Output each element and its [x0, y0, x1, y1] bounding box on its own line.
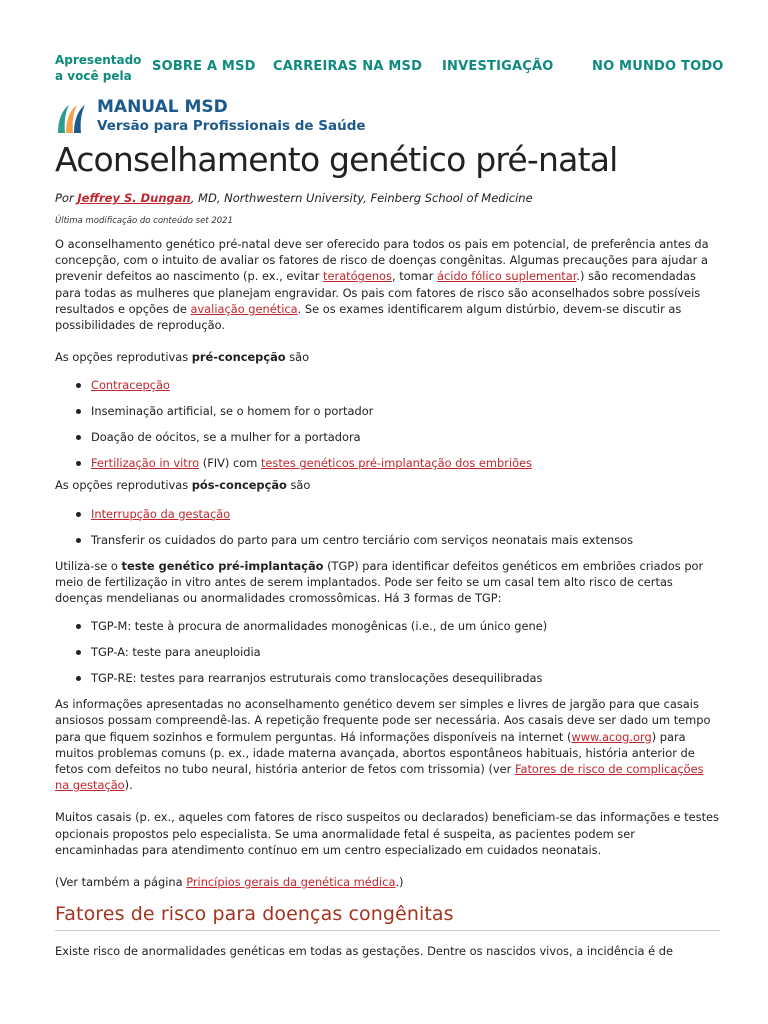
list-item: TGP-RE: testes para rearranjos estruturais como translocações desequilibradas	[55, 670, 720, 686]
byline	[55, 191, 533, 205]
brand-subtitle: Versão para Profissionais de Saúde	[97, 118, 366, 134]
see-also-text-1: (Ver também a página	[55, 875, 187, 890]
intro-text-4: . Se os exames identificarem algum distúrbio, devem-se discutir as possibilidades de reprodução.	[55, 301, 682, 333]
intro-text-2: , tomar	[391, 269, 438, 284]
link-testes-geneticos[interactable]: testes genéticos pré-implantação dos embriões	[260, 456, 533, 471]
msd-logo-icon	[55, 99, 91, 135]
tgp-paragraph	[55, 558, 720, 607]
list-item	[55, 455, 720, 471]
link-contracepcao[interactable]: Contracepção	[91, 378, 170, 393]
article-body	[55, 236, 720, 976]
nav-link-sobre[interactable]: SOBRE A MSD	[152, 59, 256, 74]
link-avaliacao-genetica[interactable]: avaliação genética	[190, 301, 298, 316]
nav-link-mundo[interactable]: NO MUNDO TODO	[592, 59, 724, 74]
link-fatores-risco[interactable]: Fatores de risco de complicações na gestação	[55, 762, 704, 793]
pos-label-text-2: são	[286, 478, 311, 493]
list-item-text: (FIV) com	[199, 456, 261, 471]
intro-text-3: .) são recomendadas para todas as mulheres que planejam engravidar. Os pais com fatores de risco são aconselhados sobre possíveis resultados e opções de	[55, 269, 701, 316]
list-item: Transferir os cuidados do parto para um centro terciário com serviços neonatais mais extensos	[55, 532, 720, 548]
section-paragraph: Existe risco de anormalidades genéticas em todas as gestações. Dentre os nascidos vivos, a incidência é de	[55, 944, 673, 959]
tgp-text-1: Utiliza-se o	[55, 558, 122, 573]
post-conception-list	[55, 506, 720, 548]
list-item	[55, 377, 720, 393]
pos-label-text-1: As opções reprodutivas	[55, 478, 192, 493]
brand-name: MANUAL MSD	[97, 97, 228, 117]
presented-by-label: Apresentado a você pela	[55, 53, 142, 83]
pre-conception-label	[55, 349, 720, 365]
list-item: Doação de oócitos, se a mulher for a portadora	[55, 429, 720, 445]
byline-affiliation: , MD, Northwestern University, Feinberg School of Medicine	[190, 191, 533, 205]
link-principios[interactable]: Princípios gerais da genética médica	[186, 875, 396, 890]
link-acido-folico[interactable]: ácido fólico suplementar	[437, 269, 577, 284]
page-title: Aconselhamento genético pré-natal	[55, 140, 618, 179]
list-item	[55, 506, 720, 522]
list-item: TGP-A: teste para aneuploidia	[55, 644, 720, 660]
list-item: TGP-M: teste à procura de anormalidades monogênicas (i.e., de um único gene)	[55, 618, 720, 634]
link-fertilizacao[interactable]: Fertilização in vitro	[91, 456, 200, 471]
pre-conception-list	[55, 377, 720, 471]
last-updated: Última modificação do conteúdo set 2021	[55, 216, 233, 226]
tgp-text-2: (TGP) para identificar defeitos genéticos em embriões criados por meio de fertilização in vitro antes de serem implantados. Pode ser feito se um casal tem alto risco de certas doenças mendelianas ou anormalidades cromossômicas. Há 3 formas de TGP:	[55, 558, 704, 606]
info-text-3: ).	[124, 778, 133, 793]
list-item: Inseminação artificial, se o homem for o portador	[55, 403, 720, 419]
info-text-1: As informações apresentadas no aconselhamento genético devem ser simples e livres de jargão para que casais ansiosos possam compreendê-las. A repetição frequente pode ser necessária. Aos casais deve ser dado um tempo para que fiquem sozinhos e formulem perguntas. Há informações disponíveis na internet (	[55, 697, 711, 744]
nav-link-carreiras[interactable]: CARREIRAS NA MSD	[273, 59, 423, 74]
top-navigation	[55, 50, 728, 86]
casais-paragraph: Muitos casais (p. ex., aqueles com fatores de risco suspeitos ou declarados) beneficiam-se das informações e testes opcionais propostos pelo especialista. Se uma anormalidade fetal é suspeita, as pacientes podem ser encaminhadas para atendimento contínuo em um centro especializado em cuidados neonatais.	[55, 810, 719, 857]
info-paragraph	[55, 696, 720, 793]
pre-label-text-1: As opções reprodutivas	[55, 350, 192, 365]
link-acog[interactable]: www.acog.org	[571, 729, 652, 744]
tgp-bold: teste genético pré-implantação	[121, 558, 324, 573]
pos-label-bold: pós-concepção	[191, 478, 287, 493]
tgp-list	[55, 618, 720, 686]
post-conception-label	[55, 477, 720, 493]
link-teratogenos[interactable]: teratógenos	[323, 269, 392, 284]
link-interrupcao[interactable]: Interrupção da gestação	[91, 506, 231, 521]
info-text-2: ) para muitos problemas comuns (p. ex., idade materna avançada, abortos espontâneos habituais, história anterior de fetos com defeitos no tubo neural, história anterior de fetos com trissomia) (ver	[55, 729, 695, 777]
see-also-text-2: .)	[395, 875, 404, 890]
intro-paragraph	[55, 236, 720, 333]
intro-text-1: O aconselhamento genético pré-natal deve ser oferecido para todos os pais em potencial, de preferência antes da concepção, com o intuito de avaliar os fatores de risco de doenças congênitas. Algumas precauções para ajudar a prevenir defeitos ao nascimento (p. ex., evitar	[55, 237, 709, 284]
pre-label-text-2: são	[285, 350, 310, 365]
nav-link-investigacao[interactable]: INVESTIGAÇÃO	[442, 59, 554, 74]
see-also	[55, 874, 720, 890]
byline-prefix: Por	[55, 191, 78, 205]
author-link[interactable]: Jeffrey S. Dungan	[77, 191, 191, 205]
section-heading: Fatores de risco para doenças congênitas	[55, 906, 720, 931]
pre-label-bold: pré-concepção	[191, 350, 286, 365]
